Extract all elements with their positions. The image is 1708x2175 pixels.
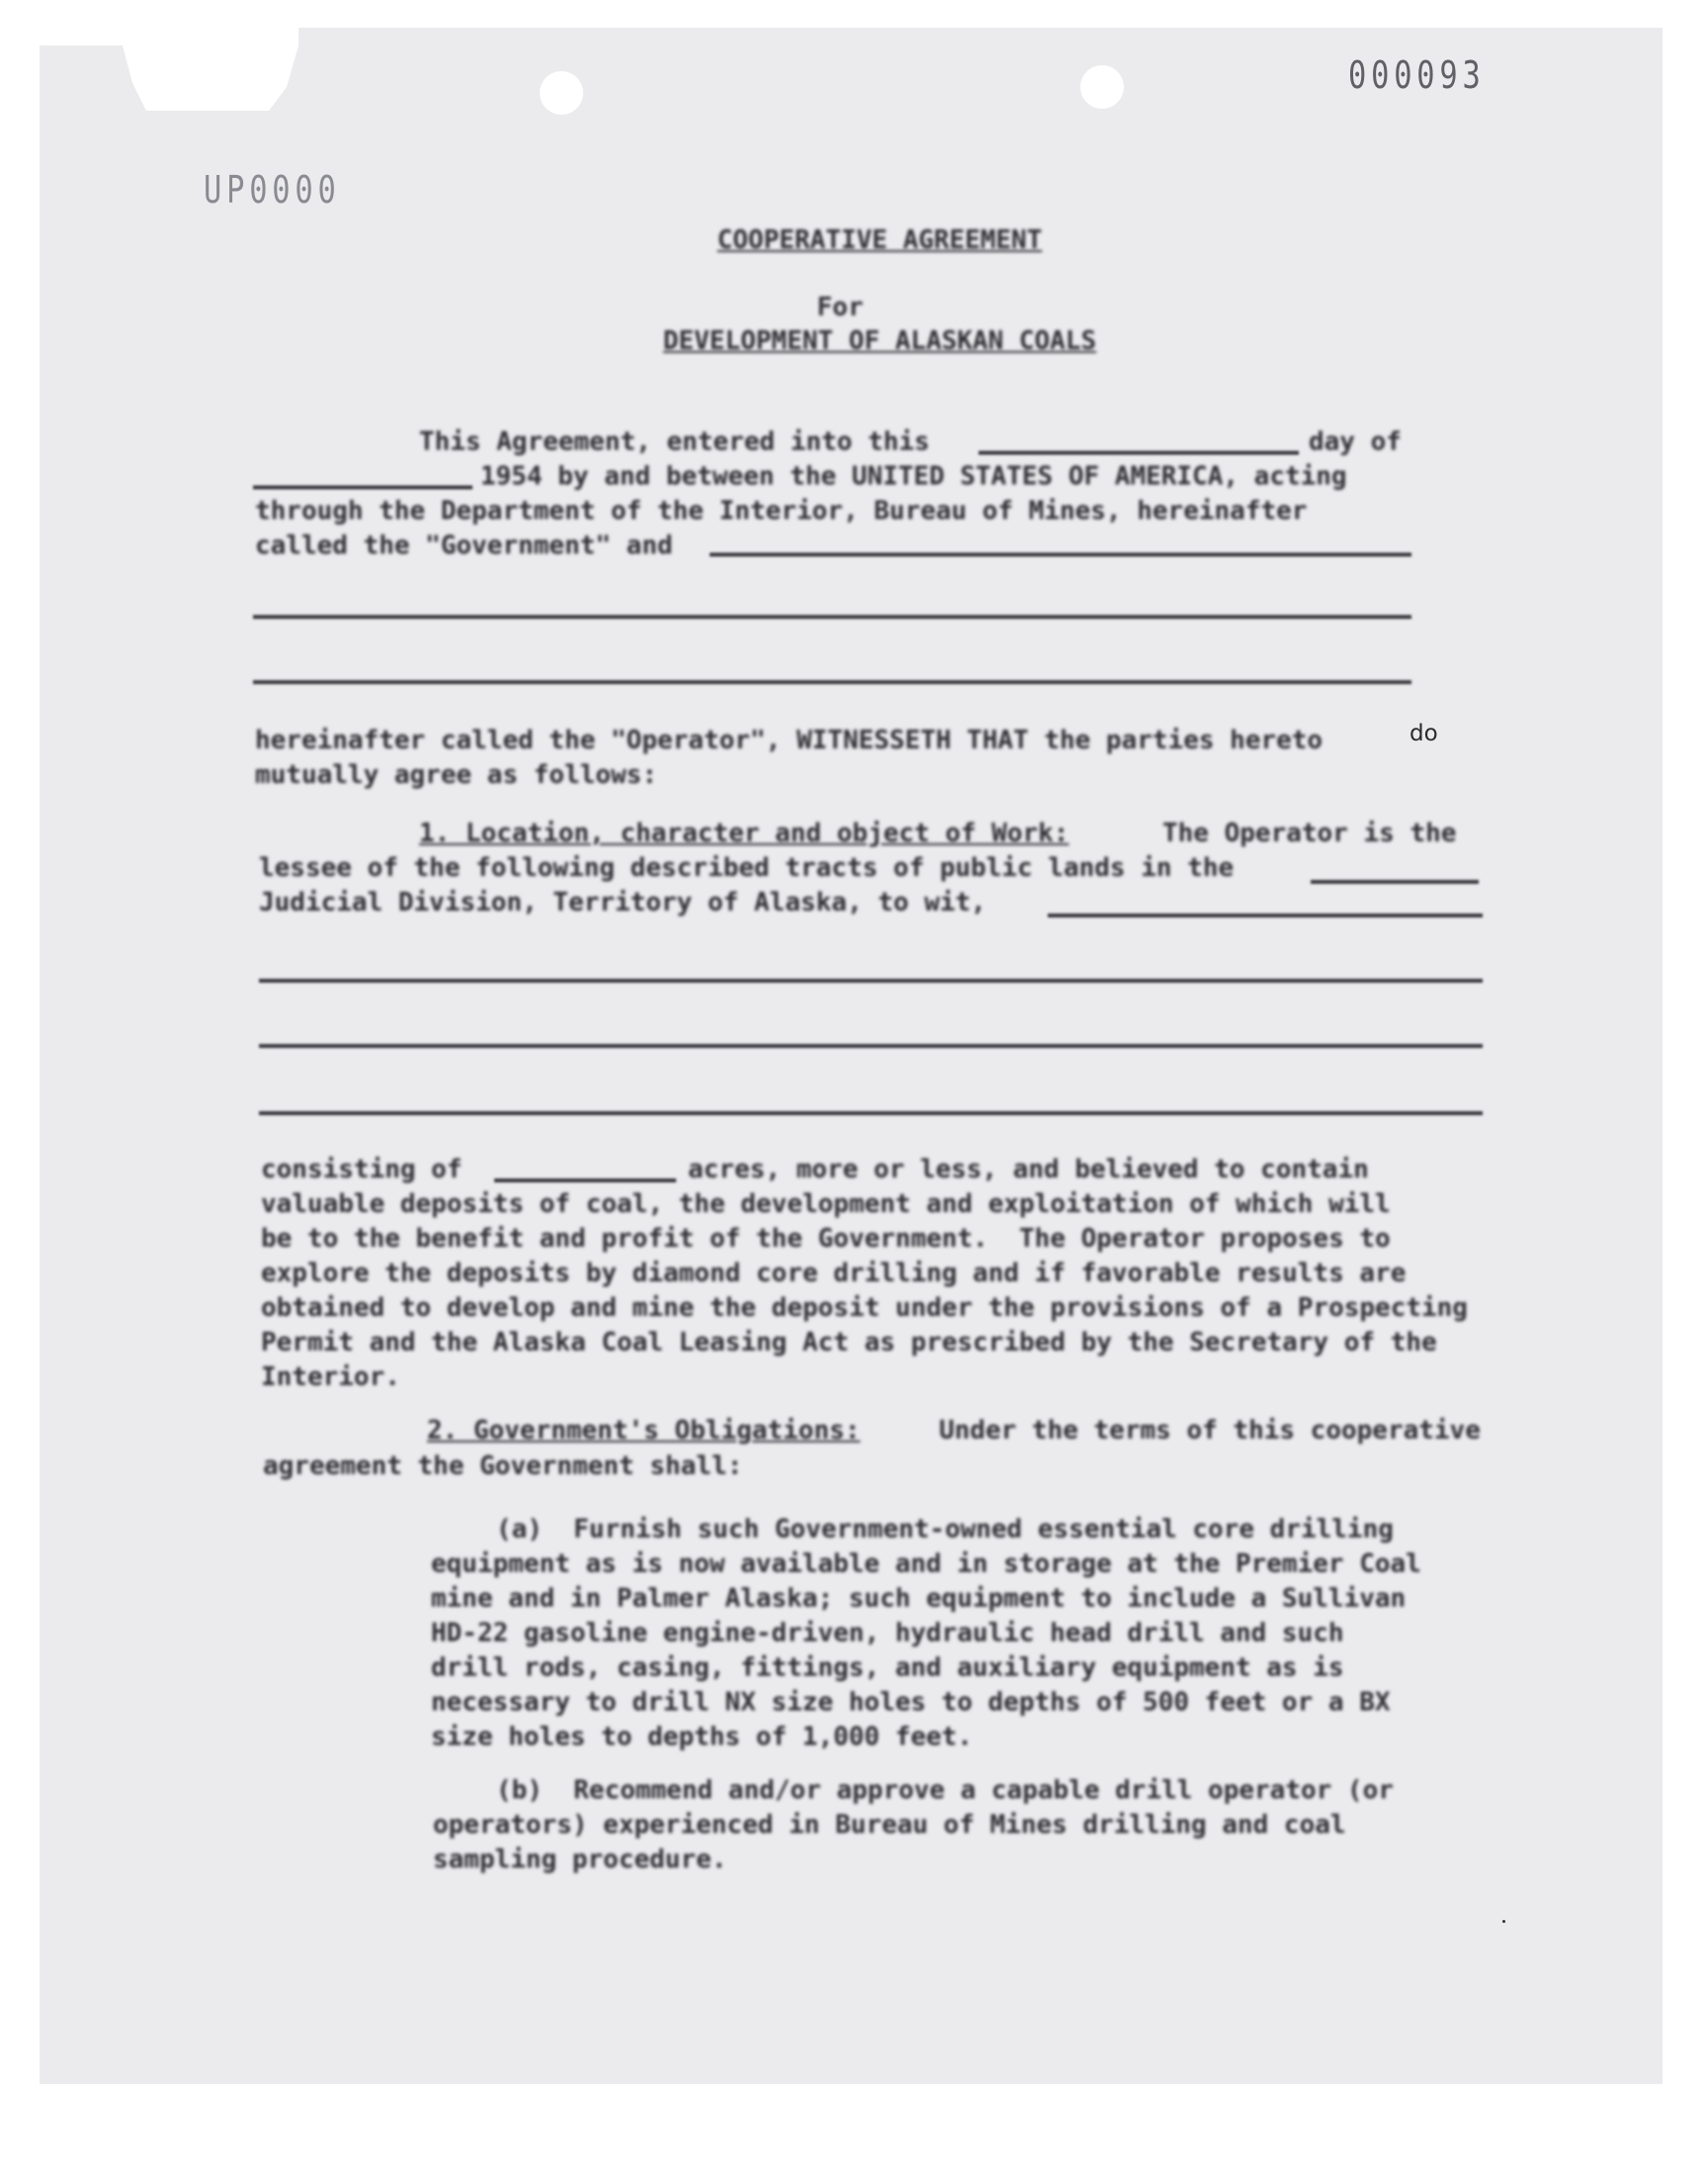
- punch-hole-right: [1080, 65, 1124, 109]
- tract-blank-3: [259, 1044, 1483, 1048]
- month-blank: [253, 485, 472, 489]
- consisting-line-2: valuable deposits of coal, the development and exploitation of which will: [261, 1189, 1391, 1219]
- item-a-line-6: necessary to drill NX size holes to depths of 500 feet or a BX: [431, 1688, 1391, 1717]
- item-a-line-4: HD-22 gasoline engine-driven, hydraulic head drill and such: [431, 1618, 1344, 1648]
- section-2-line-1: Under the terms of this cooperative: [939, 1416, 1481, 1445]
- consisting-line-6: Permit and the Alaska Coal Leasing Act as prescribed by the Secretary of the: [261, 1328, 1437, 1357]
- document-title: COOPERATIVE AGREEMENT: [717, 225, 1043, 255]
- punch-hole-left: [540, 71, 583, 115]
- item-a-line-7: size holes to depths of 1,000 feet.: [431, 1722, 973, 1752]
- section-2-heading: 2. Government's Obligations:: [427, 1416, 861, 1445]
- item-a-line-3: mine and in Palmer Alaska; such equipment to include a Sullivan: [431, 1584, 1407, 1613]
- tract-blank-4: [259, 1111, 1483, 1115]
- handwritten-do: do: [1409, 721, 1438, 746]
- witnesseth-line-1: hereinafter called the "Operator", WITNESSETH THAT the parties hereto: [255, 726, 1324, 755]
- consisting-line-1b: acres, more or less, and believed to contain: [688, 1155, 1369, 1184]
- section-1-heading: 1. Location, character and object of Work:: [419, 819, 1069, 848]
- party-blank-3: [253, 680, 1411, 684]
- section-1-line-2: lessee of the following described tracts of public lands in the: [259, 853, 1235, 883]
- section-1-line-3: Judicial Division, Territory of Alaska, to wit,: [259, 888, 986, 917]
- intro-line-1a: This Agreement, entered into this: [419, 427, 930, 457]
- intro-line-1b: day of: [1309, 427, 1402, 457]
- document-subtitle: DEVELOPMENT OF ALASKAN COALS: [662, 326, 1097, 356]
- item-b-line-3: sampling procedure.: [433, 1845, 727, 1874]
- page-speck: [1502, 1920, 1505, 1923]
- intro-line-4: called the "Government" and: [255, 531, 673, 561]
- section-2-line-2: agreement the Government shall:: [263, 1451, 743, 1481]
- item-b-line-2: operators) experienced in Bureau of Mines drilling and coal: [433, 1810, 1346, 1840]
- acres-blank: [494, 1178, 676, 1182]
- division-blank: [1311, 880, 1479, 884]
- item-a-line-2: equipment as is now available and in storage at the Premier Coal: [431, 1549, 1421, 1579]
- document-id-stamp: UP0000: [204, 168, 341, 212]
- consisting-line-1a: consisting of: [261, 1155, 463, 1184]
- item-b-line-1: (b) Recommend and/or approve a capable drill operator (or: [496, 1776, 1394, 1805]
- tract-blank-1: [1048, 914, 1483, 917]
- consisting-line-7: Interior.: [261, 1362, 400, 1392]
- intro-line-3: through the Department of the Interior, Bureau of Mines, hereinafter: [255, 496, 1308, 526]
- page-number-stamp: 000093: [1348, 53, 1486, 97]
- party-blank-1: [710, 553, 1411, 557]
- date-blank: [979, 451, 1299, 455]
- consisting-line-3: be to the benefit and profit of the Government. The Operator proposes to: [261, 1224, 1391, 1254]
- consisting-line-5: obtained to develop and mine the deposit under the provisions of a Prospecting: [261, 1293, 1468, 1323]
- item-a-line-5: drill rods, casing, fittings, and auxiliary equipment as is: [431, 1653, 1344, 1683]
- section-1-line-1: The Operator is the: [1162, 819, 1457, 848]
- tract-blank-2: [259, 979, 1483, 983]
- witnesseth-line-2: mutually agree as follows:: [255, 760, 657, 790]
- for-line: For: [816, 293, 864, 322]
- party-blank-2: [253, 615, 1411, 619]
- item-a-line-1: (a) Furnish such Government-owned essential core drilling: [496, 1515, 1394, 1544]
- consisting-line-4: explore the deposits by diamond core drilling and if favorable results are: [261, 1259, 1407, 1288]
- intro-line-2: 1954 by and between the UNITED STATES OF AMERICA, acting: [480, 462, 1347, 491]
